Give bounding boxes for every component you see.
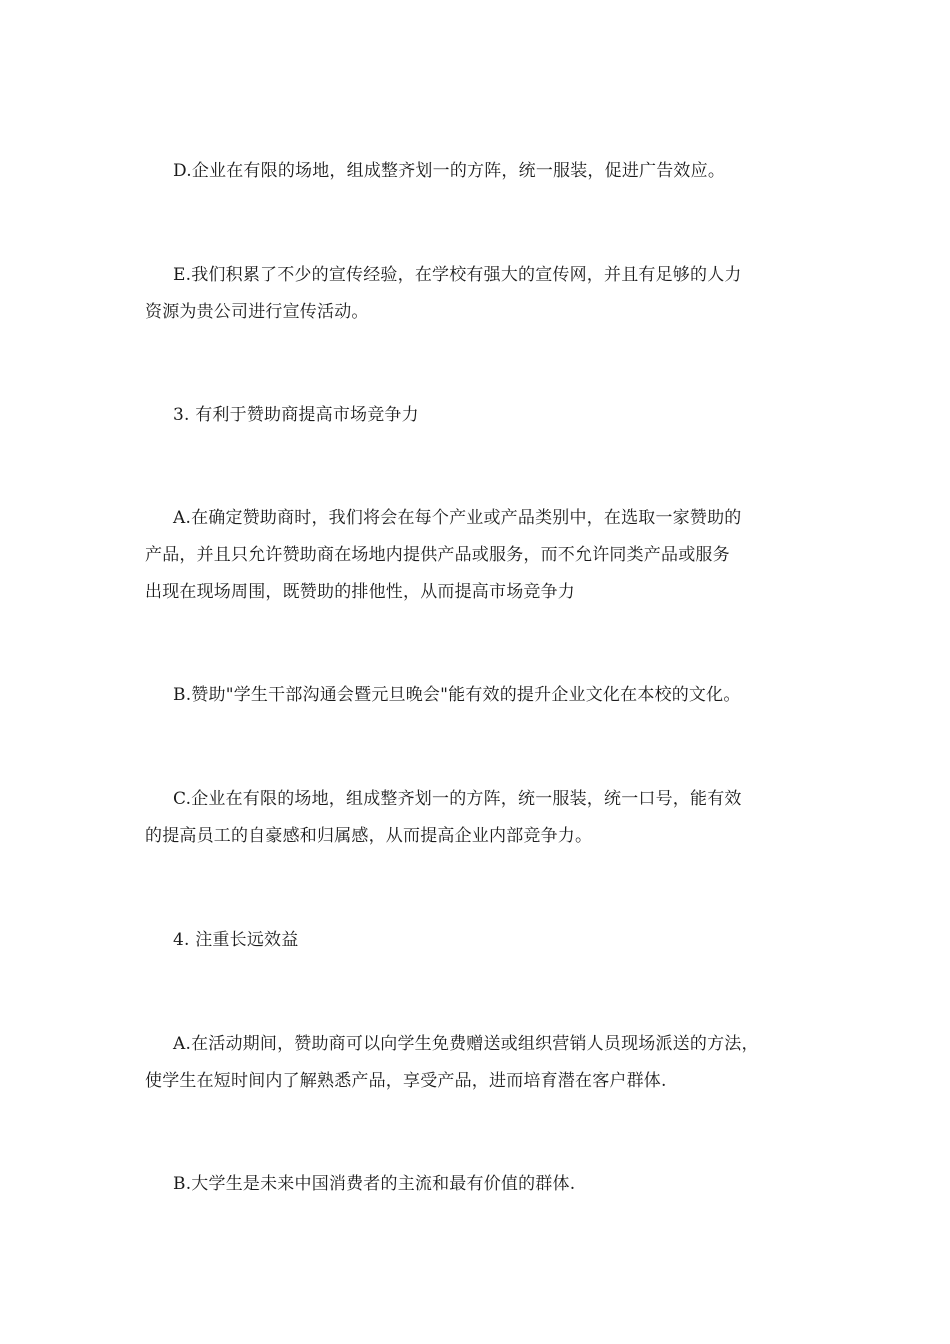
paragraph-item-c-section-3 (145, 781, 825, 855)
paragraph-item-e (145, 257, 825, 331)
paragraph-line: C.企业在有限的场地，组成整齐划一的方阵，统一服装，统一口号，能有效 (173, 789, 742, 809)
section-heading-3 (145, 397, 825, 434)
paragraph-line: 的提高员工的自豪感和归属感，从而提高企业内部竞争力。 (145, 826, 593, 846)
paragraph-line: 资源为贵公司进行宣传活动。 (145, 302, 369, 322)
section-heading-4 (145, 922, 825, 959)
paragraph-line: E.我们积累了不少的宣传经验，在学校有强大的宣传网，并且有足够的人力 (173, 265, 742, 285)
heading-line: 4. 注重长远效益 (173, 930, 299, 950)
paragraph-line: B.赞助"学生干部沟通会暨元旦晚会"能有效的提升企业文化在本校的文化。 (173, 685, 741, 705)
paragraph-line: B.大学生是未来中国消费者的主流和最有价值的群体. (173, 1174, 576, 1194)
paragraph-item-b-section-4 (145, 1166, 825, 1203)
paragraph-line: A.在确定赞助商时，我们将会在每个产业或产品类别中，在选取一家赞助的 (173, 508, 742, 528)
heading-line: 3. 有利于赞助商提高市场竞争力 (173, 405, 419, 425)
paragraph-line: 出现在现场周围，既赞助的排他性，从而提高市场竞争力 (145, 582, 575, 602)
paragraph-item-d (145, 153, 825, 190)
paragraph-line: 产品，并且只允许赞助商在场地内提供产品或服务，而不允许同类产品或服务 (145, 545, 730, 565)
paragraph-line: D.企业在有限的场地，组成整齐划一的方阵，统一服装，促进广告效应。 (173, 161, 726, 181)
paragraph-item-a-section-3 (145, 500, 825, 611)
paragraph-line: A.在活动期间，赞助商可以向学生免费赠送或组织营销人员现场派送的方法， (173, 1034, 759, 1054)
paragraph-line: 使学生在短时间内了解熟悉产品，享受产品，进而培育潜在客户群体. (145, 1071, 667, 1091)
paragraph-item-a-section-4 (145, 1026, 825, 1100)
paragraph-item-b-section-3 (145, 677, 825, 714)
